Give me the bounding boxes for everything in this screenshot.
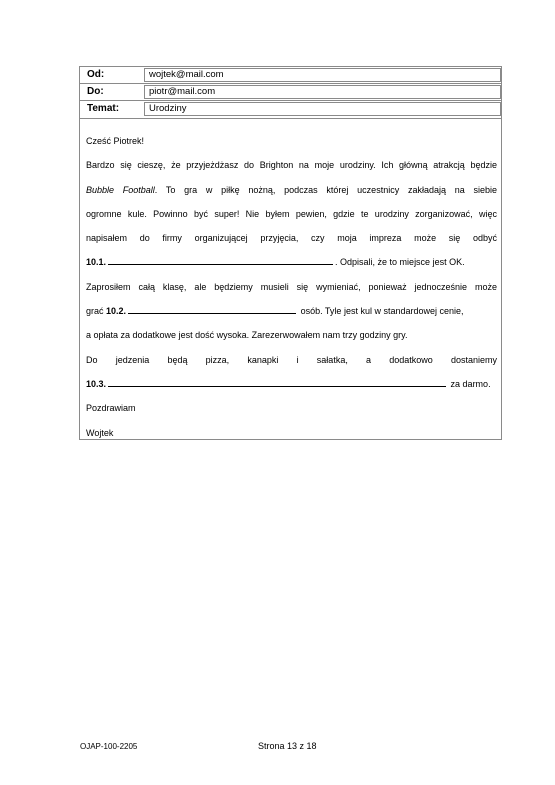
body-line bbox=[86, 376, 497, 400]
emphasis: Bubble Football bbox=[86, 184, 155, 195]
subject-row bbox=[80, 101, 501, 118]
email-frame bbox=[79, 66, 502, 440]
body-text-span: . Odpisali, że to miejsce jest OK. bbox=[335, 257, 465, 268]
body-line: Do jedzenia będą pizza, kanapki i sałatka, a dodatkowo dostaniemy bbox=[86, 354, 497, 365]
body-line: Bardzo się cieszę, że przyjeżdżasz do Brighton na moje urodziny. Ich główną atrakcją będzie bbox=[86, 160, 497, 171]
body-text-span: . To gra w piłkę nożną, podczas której uczestnicy zakładają na siebie bbox=[154, 184, 497, 195]
email-body bbox=[86, 133, 497, 449]
gap-number: 10.3. bbox=[86, 378, 107, 389]
to-row bbox=[80, 84, 501, 101]
body-text-span: osób. Tyle jest kul w standardowej cenie, bbox=[300, 306, 464, 317]
from-label: Od: bbox=[87, 69, 105, 80]
body-text-span: za darmo. bbox=[450, 378, 491, 389]
body-line: Zaprosiłem całą klasę, ale będziemy musieli się wymieniać, ponieważ jednocześnie może bbox=[86, 281, 497, 292]
body-text-span: grać bbox=[86, 306, 104, 317]
subject-field: Urodziny bbox=[144, 102, 501, 116]
header-divider bbox=[80, 118, 501, 119]
from-field: wojtek@mail.com bbox=[144, 68, 501, 82]
gap-number: 10.1. bbox=[86, 257, 107, 268]
answer-gap-10-3[interactable] bbox=[108, 377, 446, 387]
to-label: Do: bbox=[87, 86, 104, 97]
signature: Wojtek bbox=[86, 427, 114, 438]
answer-gap-10-1[interactable] bbox=[108, 255, 333, 265]
body-line: a opłata za dodatkowe jest dość wysoka. Zarezerwowałem nam trzy godziny gry. bbox=[86, 330, 408, 341]
body-line bbox=[86, 303, 497, 327]
body-line bbox=[86, 182, 497, 206]
exam-code: OJAP-100-2205 bbox=[80, 742, 138, 751]
body-line: napisałem do firmy organizującej przyjęcia, czy moja impreza może się odbyć bbox=[86, 233, 497, 244]
gap-number: 10.2. bbox=[106, 306, 127, 317]
page-number: Strona 13 z 18 bbox=[258, 741, 317, 751]
body-line: ogromne kule. Powinno być super! Nie byłem pewien, gdzie te urodziny zorganizować, więc bbox=[86, 208, 497, 219]
closing: Pozdrawiam bbox=[86, 403, 136, 414]
to-field: piotr@mail.com bbox=[144, 85, 501, 99]
answer-gap-10-2[interactable] bbox=[128, 304, 296, 314]
subject-label: Temat: bbox=[87, 103, 120, 114]
greeting: Cześć Piotrek! bbox=[86, 136, 145, 146]
body-line bbox=[86, 254, 497, 278]
from-row bbox=[80, 67, 501, 84]
